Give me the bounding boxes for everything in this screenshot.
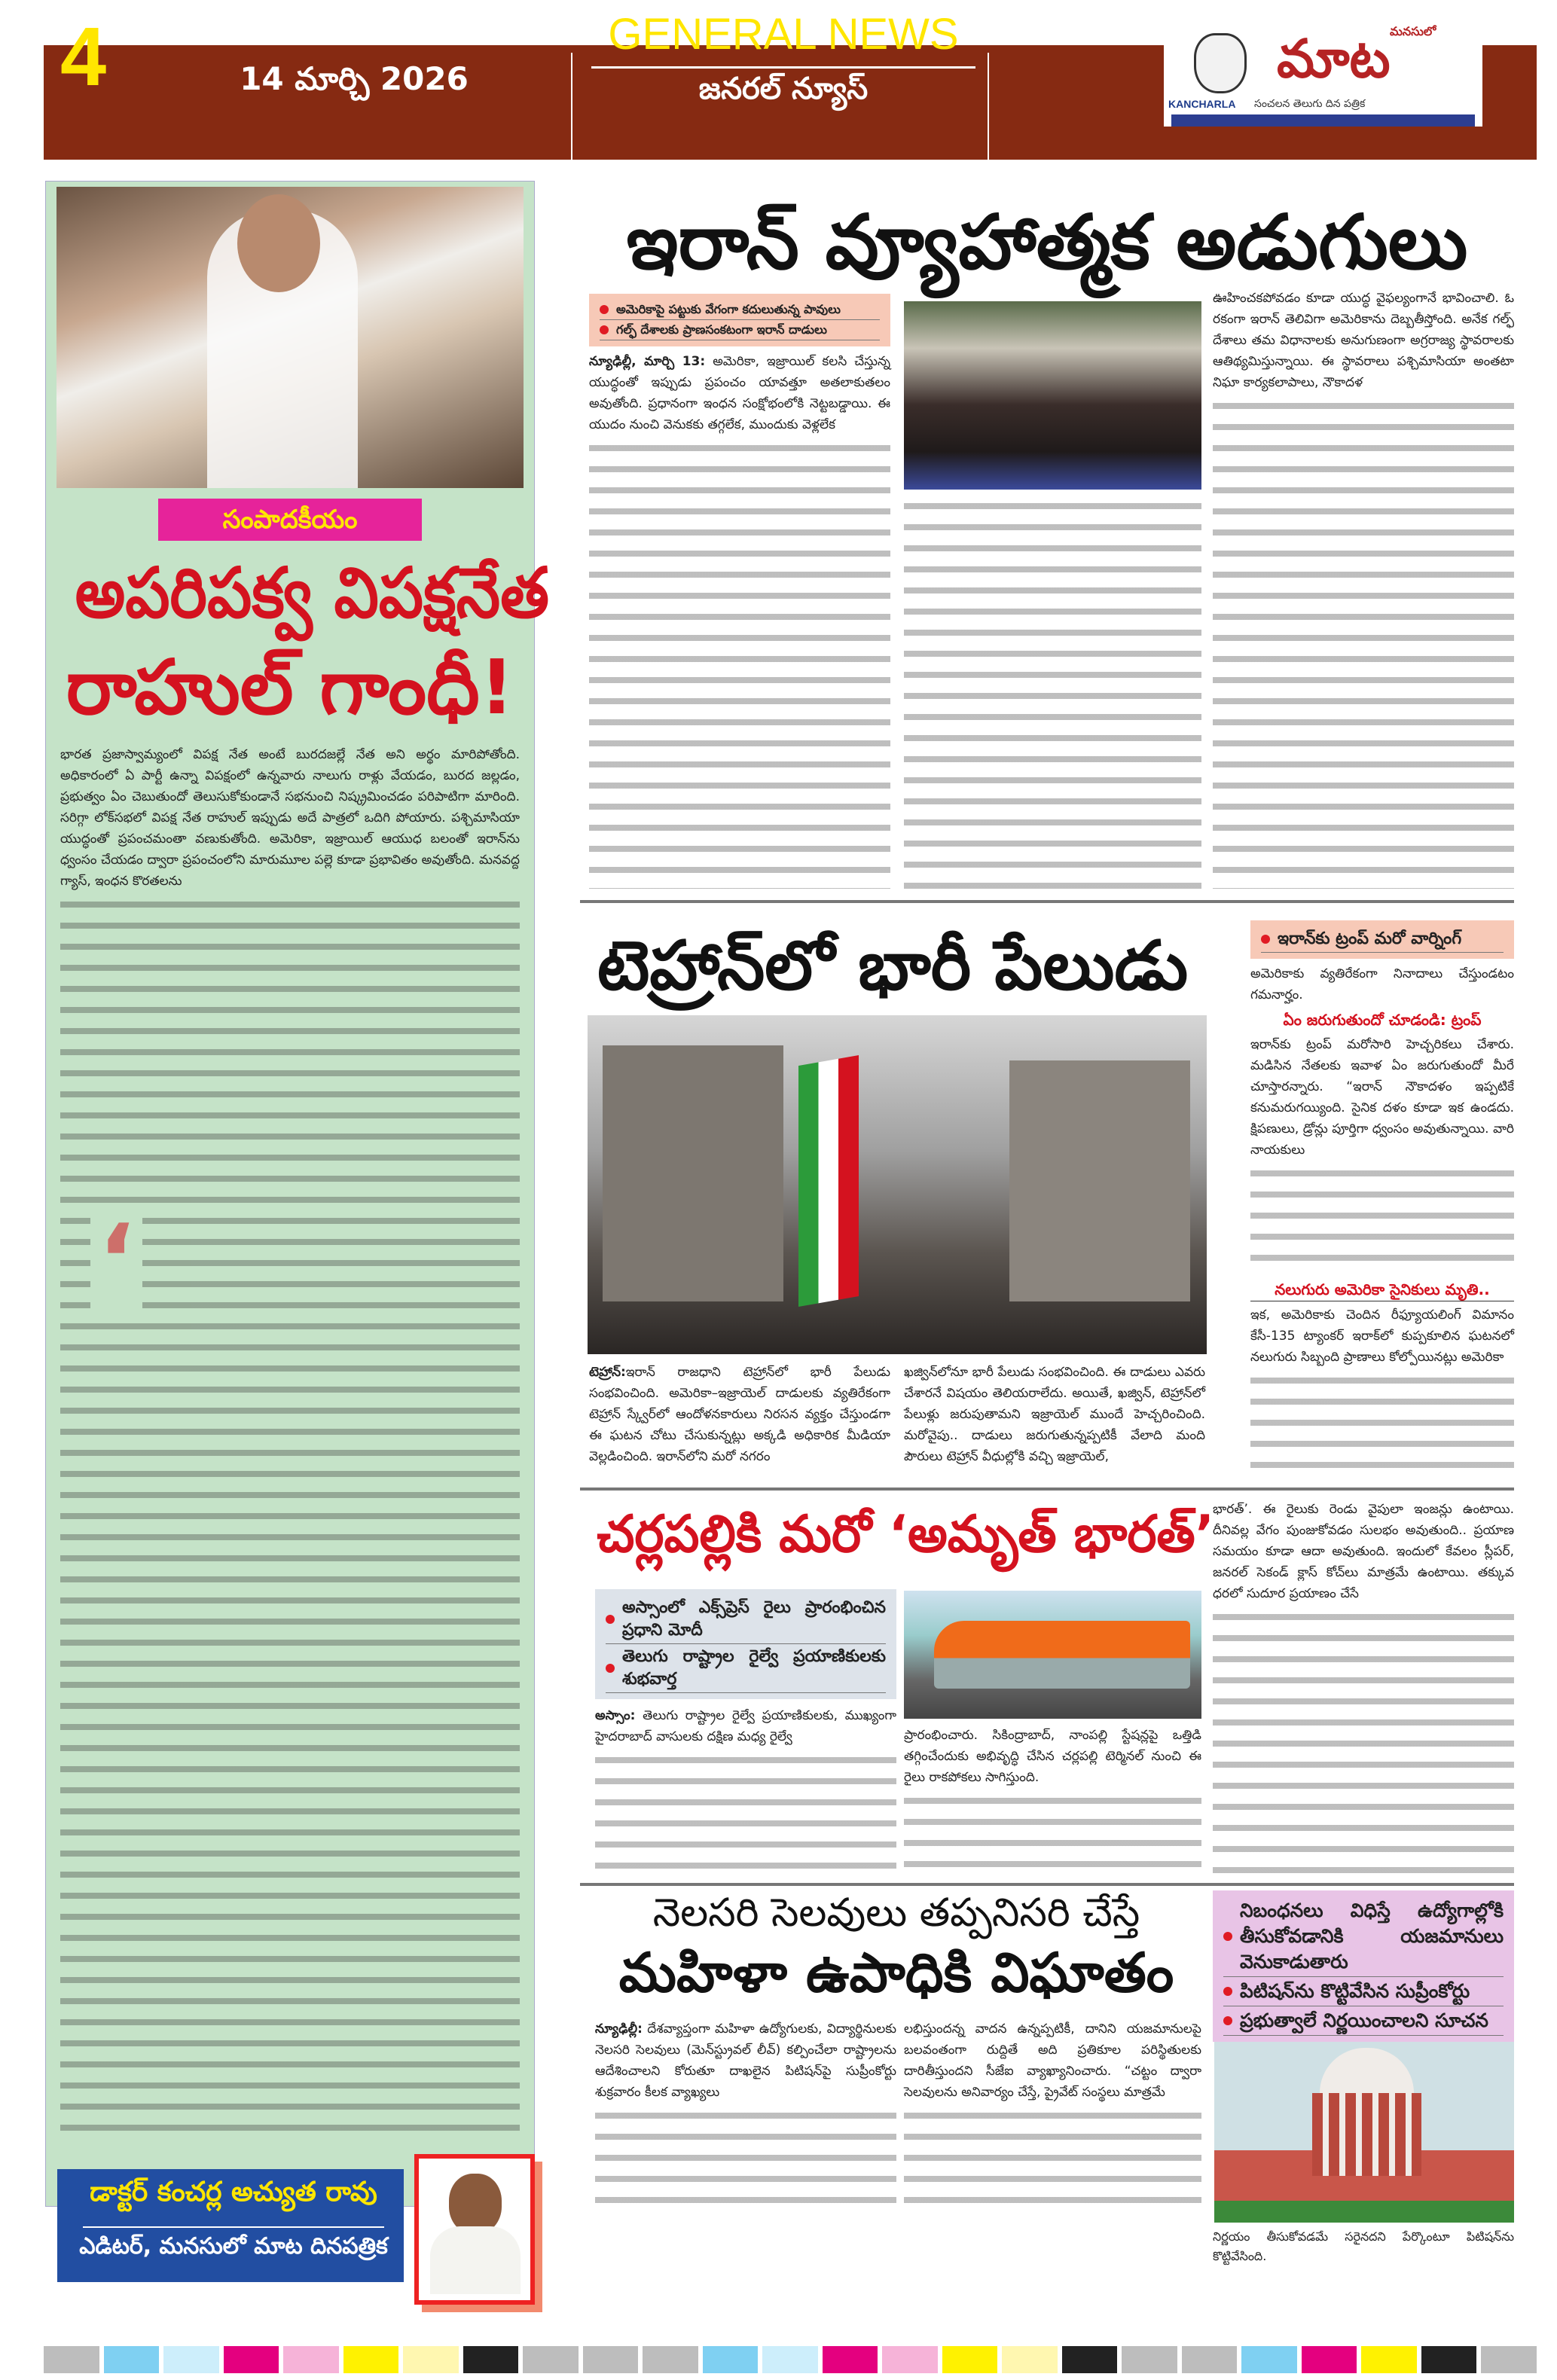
- color-swatch: [283, 2346, 339, 2373]
- story1-col2: [904, 493, 1201, 889]
- section-title-te: జనరల్ న్యూస్: [698, 72, 869, 106]
- text-lines: [904, 1791, 1201, 1875]
- story4-col2: [904, 2018, 1201, 2214]
- text-lines: [595, 1750, 896, 1875]
- color-swatch: [882, 2346, 938, 2373]
- color-swatch: [583, 2346, 639, 2373]
- text-lines: [1213, 396, 1514, 889]
- story1-headline[interactable]: ఇరాన్ వ్యూహాత్మక అడుగులు: [626, 198, 1468, 286]
- story1-highlights: [589, 294, 890, 346]
- story4-caption: నిర్ణయం తీసుకోవడమే సరైనదని పేర్కొంటూ పిటిషన్‌ను కొట్టివేసింది.: [1213, 2229, 1514, 2263]
- story1-protest-photo[interactable]: [904, 301, 1201, 490]
- divider: [580, 1488, 1514, 1491]
- editorial-photo[interactable]: [56, 187, 524, 488]
- page-number: 4: [60, 11, 107, 103]
- editorial-label: సంపాదకీయం: [158, 499, 422, 541]
- story3-col3: [1213, 1499, 1514, 1875]
- court-drum: [1312, 2093, 1421, 2176]
- highlight-item: ప్రభుత్వాలే నిర్ణయించాలని సూచన: [1223, 2006, 1504, 2036]
- dateline: న్యూఢిల్లీ:: [595, 2021, 643, 2037]
- story4-headline-line1[interactable]: నెలసరి సెలవులు తప్పనిసరి చేస్తే: [652, 1890, 1140, 1936]
- highlight-item: అమెరికాపై పట్టుకు వేగంగా కదులుతున్న పావులు: [600, 300, 880, 320]
- divider: [580, 1883, 1514, 1886]
- photo-body: [430, 2226, 521, 2294]
- day-label: శనివారం: [303, 14, 405, 48]
- color-swatch: [44, 2346, 99, 2373]
- highlight-item: పిటిషన్‌ను కొట్టివేసిన సుప్రీంకోర్టు: [1223, 1977, 1504, 2006]
- text-lines: [595, 2106, 896, 2214]
- color-swatch: [104, 2346, 160, 2373]
- color-swatch: [823, 2346, 878, 2373]
- train-photo[interactable]: [904, 1591, 1201, 1719]
- color-swatch: [1421, 2346, 1477, 2373]
- story2-text: ఖజ్విన్‌లోనూ భారీ పేలుడు సంభవించింది. ఈ దాడులు ఎవరు చేశారనే విషయం తెలియరాలేదు. అయితే, ఖజ్విన్, టెహ్రాన్‌లో పేలుళ్లు జరుపుతామని ఇజ్రాయెల్ ముందే హెచ్చరించింది. మరోవైపు.. దాడులు జరుగుతున్నప్పటికీ వేలాది మంది పౌరులు టెహ్రాన్ వీధుల్లోకి వచ్చి ఇజ్రాయెల్,: [904, 1365, 1205, 1464]
- story2-side-column: [1250, 920, 1514, 1481]
- highlight-item: గల్ఫ్ దేశాలకు ప్రాణసంకటంగా ఇరాన్ దాడులు: [600, 320, 880, 340]
- supreme-court-photo[interactable]: [1214, 2042, 1514, 2223]
- story3-paragraph: [595, 1705, 896, 1747]
- color-swatch: [1122, 2346, 1177, 2373]
- story4-col1: [595, 2018, 896, 2214]
- color-swatch: [1182, 2346, 1238, 2373]
- divider: [83, 2226, 384, 2228]
- story4-highlights: [1213, 1890, 1514, 2042]
- story3-headline[interactable]: చర్లపల్లికి మరో ‘అమృత్ భారత్’: [597, 1505, 1214, 1564]
- tehran-photo[interactable]: [588, 1015, 1207, 1354]
- divider: [580, 900, 1514, 903]
- story3-col2: [904, 1725, 1201, 1875]
- story1-text: అమెరికా, ఇజ్రాయిల్ కలసి చేస్తున్న యుద్ధంతో ఇప్పుడు ప్రపంచం యావత్తూ అతలాకుతలం అవుతోంది. ప్రధానంగా ఇంధన సంక్షోభంలోకి నెట్టబడ్డాయి. ఈ యుదం నుంచి వెనుకకు తగ్గలేక, ముందుకు వెళ్లలేక: [589, 354, 891, 432]
- editorial-body: [53, 737, 527, 2145]
- story2-paragraph: [589, 1362, 890, 1467]
- text-lines: [1250, 1371, 1514, 1482]
- story1-col3: [1213, 288, 1514, 889]
- divider: [591, 66, 975, 69]
- logo-brand: మాట: [1277, 28, 1391, 90]
- color-swatch: [703, 2346, 759, 2373]
- color-swatch: [1361, 2346, 1417, 2373]
- color-swatch: [224, 2346, 279, 2373]
- author-role: ఎడిటర్, మనసులో మాట దినపత్రిక: [79, 2233, 388, 2259]
- dateline: టెహ్రాన్:: [589, 1365, 626, 1380]
- quote-mark-icon: ‘: [90, 1211, 142, 1309]
- highlight-item: అస్సాంలో ఎక్స్‌ప్రెస్ రైలు ప్రారంభించిన ప్రధాని మోదీ: [606, 1595, 886, 1644]
- story4-text: దేశవ్యాప్తంగా మహిళా ఉద్యోగులకు, విద్యార్థినులకు నెలసరి సెలవులు (మెన్‌స్ట్రువల్ లీవ్) కల్పించేలా రాష్ట్రాలను ఆదేశించాలని కోరుతూ దాఖలైన పిటిషన్‌పై సుప్రీంకోర్టు శుక్రవారం కీలక వ్యాఖ్యలు: [595, 2021, 897, 2100]
- story4-headline-line2[interactable]: మహిళా ఉపాధికి విఘాతం: [618, 1941, 1174, 2004]
- story2-col1: [589, 1362, 890, 1482]
- color-swatch: [523, 2346, 579, 2373]
- photo-head: [237, 194, 320, 292]
- story1-text: ఊహించకపోవడం కూడా యుద్ధ వైఫల్యంగానే భావించాలి. ఓ రకంగా ఇరాన్ తెలివిగా అమెరికాను దెబ్బతీస్తోంది. అనేక గల్ఫ్ దేశాలు తమ విధానాలకు అనుగుణంగా అగ్రరాజ్య స్థావరాలకు ఆతిథ్యమిస్తున్నాయి. ఈ స్థావరాలు పశ్చిమాసియా అంతటా నిఘా కార్యకలాపాలు, నౌకాదళ: [1213, 291, 1514, 390]
- date-label: 14 మార్చి 2026: [240, 60, 469, 97]
- color-swatch: [1062, 2346, 1118, 2373]
- editorial-text: భారత ప్రజాస్వామ్యంలో విపక్ష నేత అంటే బురదజల్లే నేత అని అర్థం మారిపోతోంది. అధికారంలో ఏ పార్టీ ఉన్నా విపక్షంలో ఉన్నవారు నాలుగు రాళ్లు వేయడం, బురద జల్లడం, ప్రభుత్వం ఏం చెబుతుందో తెలుసుకోకుండానే సభనుంచి నిష్క్రమించడం పరిపాటిగా మారింది. సరిగ్గా లోక్‌సభలో విపక్ష నేత రాహుల్ ఇప్పుడు అదే పాత్రలో ఒదిగి పోయారు. పశ్చిమాసియా యుద్ధంతో ప్రపంచమంతా వణుకుతోంది. అమెరికా, ఇజ్రాయిల్ ఆయుధ బలంతో ఇరాన్‌ను ధ్వంసం చేయడం ద్వారా ప్రపంచంలోని మారుమూల పల్లె కూడా ప్రభావితం అవుతోంది. మనవద్ద గ్యాస్, ఇంధన కొరతలను: [60, 747, 520, 889]
- side-text: ఇక, అమెరికాకు చెందిన రీఫ్యూయలింగ్ విమానం కేసీ-135 ట్యాంకర్ ఇరాక్‌లో కుప్పకూలిన ఘటనలో నలుగురు సిబ్బంది ప్రాణాలు కోల్పోయినట్లు అమెరికా: [1250, 1307, 1514, 1365]
- story4-text: లభిస్తుందన్న వాదన ఉన్నప్పటికీ, దానిని యజమానులపై బలవంతంగా రుద్దితే అది ప్రతికూల పరిస్థితులకు దారితీస్తుందని సీజేఐ వ్యాఖ్యానించారు. “చట్టం ద్వారా సెలవులను అనివార్యం చేస్తే, ప్రైవేట్ సంస్థలు మాత్రమే: [904, 2021, 1201, 2100]
- text-lines: [589, 438, 890, 889]
- highlight-item: నిబంధనలు విధిస్తే ఉద్యోగాల్లోకి తీసుకోవడానికి యజమానులు వెనుకాడుతారు: [1223, 1896, 1504, 1977]
- story2-text: ఇరాన్ రాజధాని టెహ్రాన్‌లో భారీ పేలుడు సంభవించింది. అమెరికా–ఇజ్రాయెల్ దాడులకు వ్యతిరేకంగా టెహ్రాన్ స్క్వేర్‌లో ఆందోళనకారులు నిరసన వ్యక్తం చేస్తుండగా ఈ ఘటన చోటు చేసుకున్నట్లు అక్కడి అధికారిక మీడియా వెల్లడించింది. ఇరాన్‌లోని మరో నగరం: [589, 1365, 890, 1464]
- story3-highlights: [595, 1589, 896, 1699]
- side-box-title: ఇరాన్‌కు ట్రంప్ మరో వార్నింగ్: [1261, 926, 1504, 953]
- story3-text: భారత్’. ఈ రైలుకు రెండు వైపులా ఇంజన్లు ఉంటాయి. దీనివల్ల వేగం పుంజుకోవడం సులభం అవుతుంది.. ప్రయాణ సమయం కూడా ఆదా అవుతుంది. ఇందులో కేవలం స్లీపర్, జనరల్ సెకండ్ క్లాస్ కోచ్‌లు మాత్రమే ఉంటాయి. తక్కువ ధరలో సుదూర ప్రయాణం చేసే: [1213, 1502, 1514, 1601]
- color-swatch: [403, 2346, 459, 2373]
- story1-paragraph: [589, 351, 890, 435]
- text-lines: [904, 2106, 1201, 2214]
- photo-face: [449, 2174, 502, 2234]
- story3-text: తెలుగు రాష్ట్రాల రైల్వే ప్రయాణికులకు, ముఖ్యంగా హైదరాబాద్ వాసులకు దక్షిణ మధ్య రైల్వే: [595, 1708, 896, 1744]
- story3-text: ప్రారంభించారు. సికింద్రాబాద్, నాంపల్లి స్టేషన్లపై ఒత్తిడి తగ్గించేందుకు అభివృద్ధి చేసిన చర్లపల్లి టెర్మినల్ నుంచి ఈ రైలు రాకపోకలు సాగిస్తుంది.: [904, 1728, 1201, 1785]
- color-swatch: [163, 2346, 219, 2373]
- color-swatch: [1241, 2346, 1297, 2373]
- side-text: ఇరాన్‌కు ట్రంప్ మరోసారి హెచ్చరికలు చేశారు. మడిసిన నేతలకు ఇవాళ ఏం జరుగుతుందో మీరే చూస్తారన్నారు. “ఇరాన్ నౌకాదళం ఇప్పటికే కనుమరుగయ్యింది. సైనిక దళం కూడా ఇక ఉండదు. క్షిపణులు, డ్రోన్లు పూర్తిగా ధ్వంసం అవుతున్నాయి. వారి నాయకులు: [1250, 1037, 1514, 1158]
- story2-col2: [904, 1362, 1205, 1482]
- side-subhead: ఏం జరుగుతుందో చూడండి: ట్రంప్: [1283, 1011, 1482, 1029]
- story2-headline[interactable]: టెహ్రాన్‌లో భారీ పేలుడు: [597, 926, 1189, 1005]
- photo-building: [1009, 1060, 1190, 1301]
- logo-small-text: మనసులో: [1390, 24, 1436, 38]
- dateline: అస్సాం:: [595, 1708, 636, 1723]
- text-lines: [1250, 1164, 1514, 1275]
- story4-side-column: [1213, 1890, 1514, 2339]
- color-swatch: [942, 2346, 998, 2373]
- divider: [571, 53, 572, 160]
- dateline: న్యూఢిల్లీ, మార్చి 13:: [589, 354, 706, 369]
- color-swatch: [762, 2346, 818, 2373]
- highlight-item: తెలుగు రాష్ట్రాల రైల్వే ప్రయాణికులకు శుభవార్త: [606, 1644, 886, 1693]
- logo-tagline: సంచలన తెలుగు దిన పత్రిక: [1254, 98, 1366, 110]
- text-lines: [1213, 1607, 1514, 1875]
- story1-col1: [589, 294, 890, 889]
- side-subhead: నలుగురు అమెరికా సైనికులు మృతి..: [1250, 1278, 1514, 1301]
- iran-flag: [798, 1055, 859, 1307]
- court-dome: [1320, 2048, 1414, 2093]
- photo-building: [603, 1045, 783, 1301]
- logo-kancharla: KANCHARLA: [1168, 98, 1236, 110]
- founder-portrait-icon: [1194, 33, 1247, 93]
- color-swatch: [343, 2346, 399, 2373]
- story4-paragraph: [595, 2018, 896, 2103]
- divider: [988, 53, 989, 160]
- color-swatch: [1002, 2346, 1058, 2373]
- color-swatch: [1302, 2346, 1357, 2373]
- editorial-flow: [53, 548, 549, 2145]
- editorial-headline-2: రాహుల్ గాంధీ!: [66, 643, 514, 731]
- color-swatch: [1481, 2346, 1537, 2373]
- author-photo[interactable]: [414, 2154, 535, 2305]
- side-intro: అమెరికాకు వ్యతిరేకంగా నినాదాలు చేస్తుండటం గమనార్హం.: [1250, 966, 1514, 1002]
- newspaper-logo[interactable]: [1164, 23, 1482, 127]
- train: [934, 1621, 1190, 1689]
- section-title-en: GENERAL NEWS: [608, 10, 959, 59]
- color-swatch: [463, 2346, 519, 2373]
- logo-bar: [1171, 114, 1475, 127]
- author-name: డాక్టర్ కంచర్ల అచ్యుత రావు: [90, 2177, 377, 2208]
- color-registration-bar: [44, 2346, 1537, 2373]
- text-lines: [60, 895, 520, 2145]
- story3-col1: [595, 1589, 896, 1875]
- editorial-headline-1: అపరిపక్వ విపక్షనేత: [75, 553, 549, 633]
- color-swatch: [643, 2346, 698, 2373]
- text-lines: [904, 496, 1201, 889]
- story2-side-box: [1250, 920, 1514, 959]
